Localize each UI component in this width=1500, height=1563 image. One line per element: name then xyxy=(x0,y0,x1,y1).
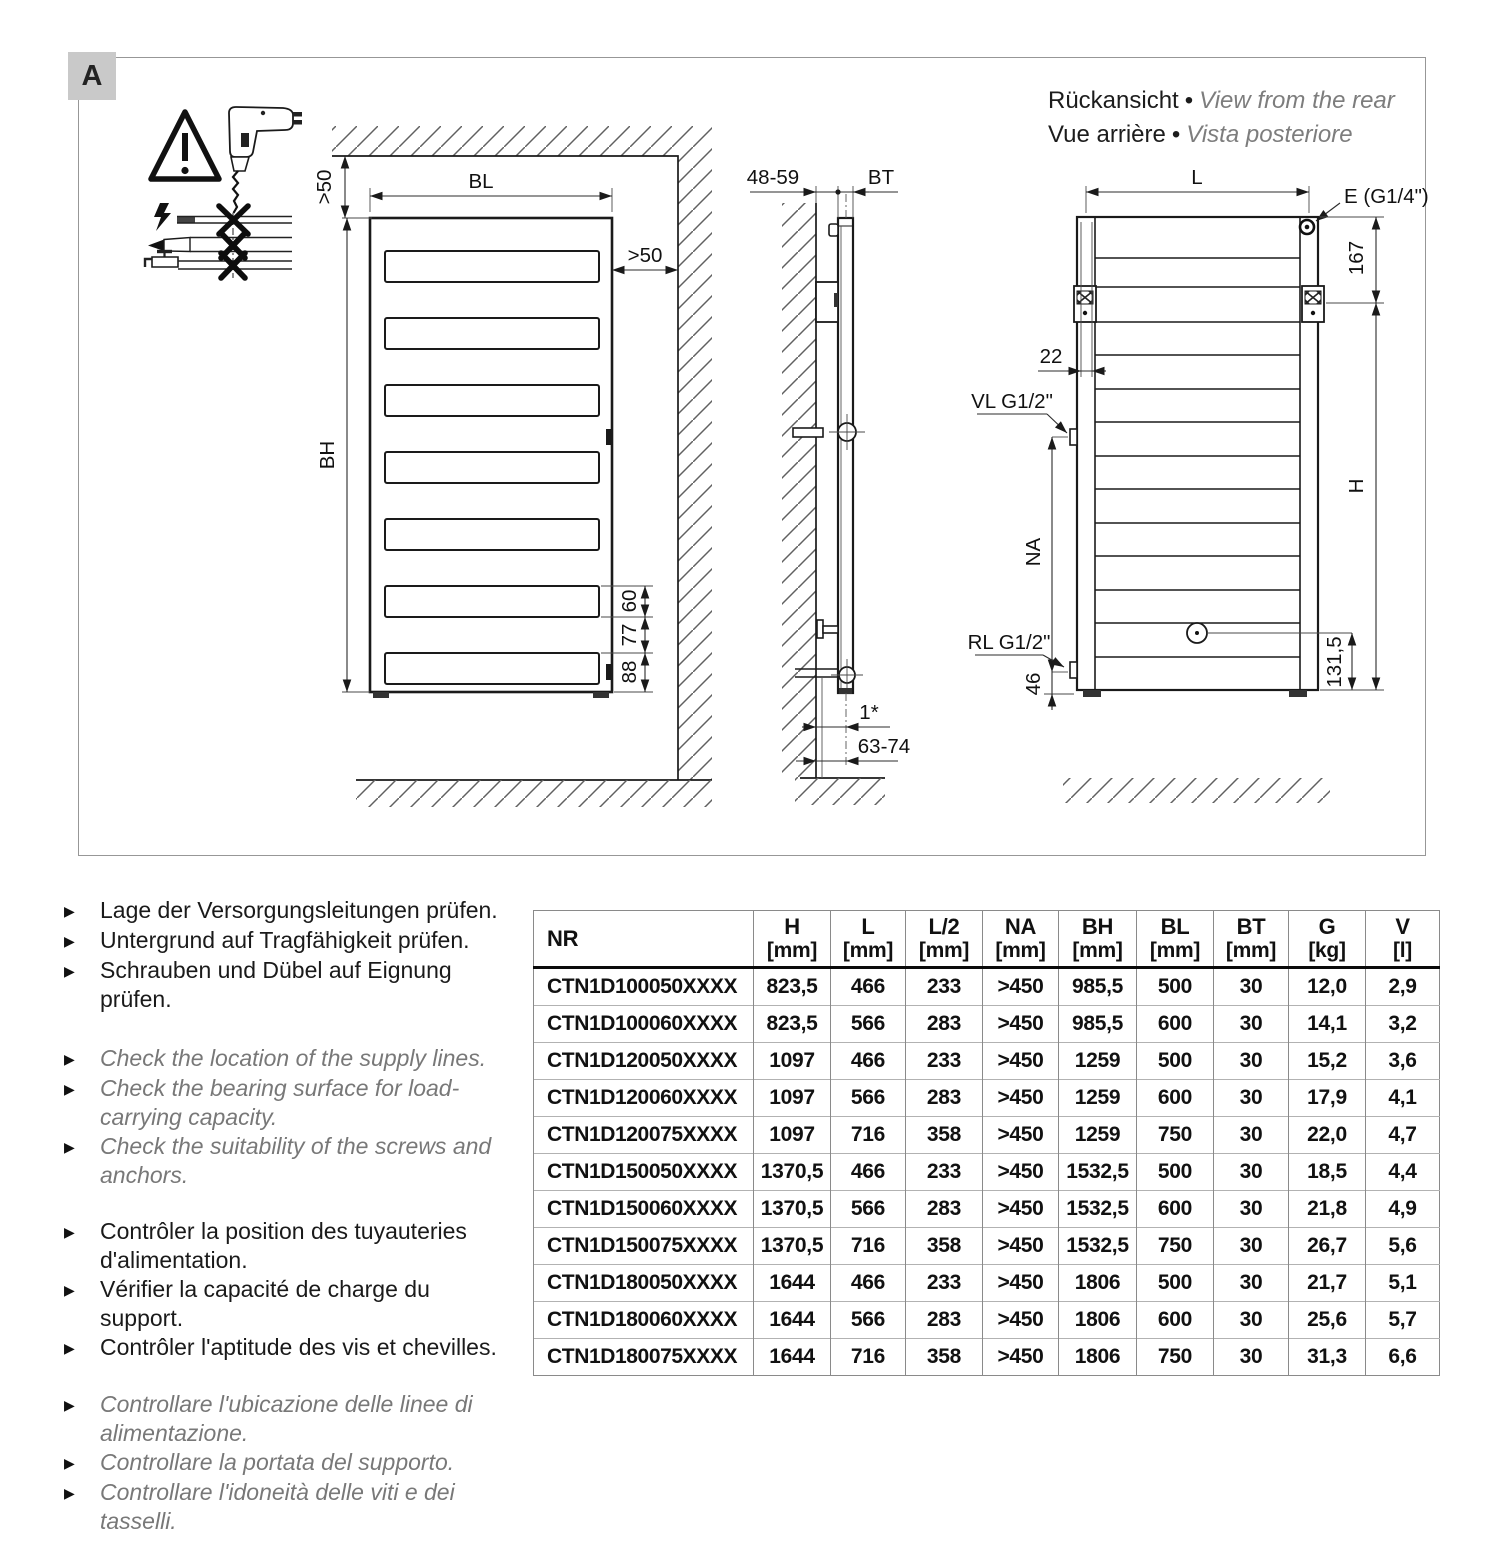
cell-value: 1532,5 xyxy=(1059,1228,1137,1265)
cell-value: 1259 xyxy=(1059,1117,1137,1154)
table-row xyxy=(534,968,1440,1006)
cell-nr: CTN1D150075XXXX xyxy=(534,1228,754,1265)
cell-value: 1370,5 xyxy=(754,1191,831,1228)
bullet-triangle-icon: ▶ xyxy=(64,1455,75,1471)
col-header-nr: NR xyxy=(534,911,754,968)
list-item xyxy=(64,926,516,956)
cell-value: 14,1 xyxy=(1289,1006,1366,1043)
table-row xyxy=(534,1154,1440,1191)
cell-value: 31,3 xyxy=(1289,1339,1366,1376)
cell-value: 1259 xyxy=(1059,1080,1137,1117)
cell-value: 233 xyxy=(906,968,983,1006)
cell-value: 358 xyxy=(906,1117,983,1154)
check-text: Lage der Versorgungsleitungen prüfen. xyxy=(100,897,498,923)
check-text: Schrauben und Dübel auf Eignung prüfen. xyxy=(100,957,452,1012)
spec-table xyxy=(533,910,1440,1376)
cell-value: 500 xyxy=(1137,1265,1214,1302)
cell-value: 823,5 xyxy=(754,1006,831,1043)
cell-value: 500 xyxy=(1137,1043,1214,1080)
cell-value: 566 xyxy=(831,1302,906,1339)
dim-88: 88 xyxy=(618,660,641,684)
cell-value: >450 xyxy=(983,1006,1059,1043)
dim-e: E (G1/4") xyxy=(1344,185,1429,208)
dim-gap-top: >50 xyxy=(313,169,336,205)
cell-value: 30 xyxy=(1214,1302,1289,1339)
check-text: Vérifier la capacité de charge du support. xyxy=(100,1276,430,1331)
cell-value: 4,7 xyxy=(1366,1117,1440,1154)
cell-value: 30 xyxy=(1214,1228,1289,1265)
dim-rl: RL G1/2" xyxy=(967,631,1051,654)
check-text: Contrôler l'aptitude des vis et chevilles. xyxy=(100,1334,497,1360)
check-text: Check the bearing surface for load-carrying capacity. xyxy=(100,1075,460,1130)
dim-167: 167 xyxy=(1345,240,1368,276)
cell-value: 5,6 xyxy=(1366,1228,1440,1265)
table-row xyxy=(534,1339,1440,1376)
panel-label: A xyxy=(68,52,116,100)
check-text: Controllare l'idoneità delle viti e dei tasselli. xyxy=(100,1479,455,1534)
cell-value: 1644 xyxy=(754,1265,831,1302)
dim-60: 60 xyxy=(618,589,641,613)
cell-value: 18,5 xyxy=(1289,1154,1366,1191)
bullet-triangle-icon: ▶ xyxy=(64,1397,75,1413)
bullet-triangle-icon: ▶ xyxy=(64,1485,75,1501)
bullet-triangle-icon: ▶ xyxy=(64,1340,75,1356)
col-header-h: H [mm] xyxy=(754,911,831,968)
cell-value: 1370,5 xyxy=(754,1228,831,1265)
table-row xyxy=(534,1043,1440,1080)
dim-bl: BL xyxy=(468,170,494,193)
cell-value: 4,9 xyxy=(1366,1191,1440,1228)
bullet-triangle-icon: ▶ xyxy=(64,1081,75,1097)
cell-value: 716 xyxy=(831,1339,906,1376)
cell-value: 750 xyxy=(1137,1117,1214,1154)
check-text: Controllare la portata del supporto. xyxy=(100,1449,455,1475)
col-header-l-2: L/2 [mm] xyxy=(906,911,983,968)
dim-star: 1* xyxy=(859,701,879,724)
dim-bt: BT xyxy=(867,166,895,189)
checklist-de xyxy=(64,896,516,1014)
cell-nr: CTN1D100060XXXX xyxy=(534,1006,754,1043)
bullet-triangle-icon: ▶ xyxy=(64,1224,75,1240)
cell-value: 17,9 xyxy=(1289,1080,1366,1117)
list-item xyxy=(64,1390,516,1448)
cell-value: 30 xyxy=(1214,1265,1289,1302)
dim-vl: VL G1/2" xyxy=(971,390,1053,413)
cell-value: 6,6 xyxy=(1366,1339,1440,1376)
table-header-row xyxy=(534,911,1440,968)
dim-h: H xyxy=(1345,478,1368,494)
cell-value: 985,5 xyxy=(1059,968,1137,1006)
title-separator: • xyxy=(1184,87,1194,114)
cell-value: 466 xyxy=(831,1265,906,1302)
cell-value: 1644 xyxy=(754,1339,831,1376)
cell-value: 30 xyxy=(1214,1339,1289,1376)
table-row xyxy=(534,1302,1440,1339)
cell-value: 4,4 xyxy=(1366,1154,1440,1191)
checklists xyxy=(64,896,516,1563)
cell-value: 823,5 xyxy=(754,968,831,1006)
cell-value: 600 xyxy=(1137,1006,1214,1043)
cell-value: 600 xyxy=(1137,1191,1214,1228)
table-row xyxy=(534,1006,1440,1043)
cell-value: >450 xyxy=(983,1154,1059,1191)
list-item xyxy=(64,956,516,1014)
dim-22: 22 xyxy=(1039,345,1063,368)
list-item xyxy=(64,1044,516,1074)
table-row xyxy=(534,1080,1440,1117)
list-item xyxy=(64,1074,516,1132)
cell-nr: CTN1D180050XXXX xyxy=(534,1265,754,1302)
cell-value: >450 xyxy=(983,1339,1059,1376)
bullet-triangle-icon: ▶ xyxy=(64,1282,75,1298)
cell-value: 283 xyxy=(906,1191,983,1228)
cell-value: 600 xyxy=(1137,1302,1214,1339)
cell-value: 358 xyxy=(906,1228,983,1265)
cell-value: 466 xyxy=(831,968,906,1006)
cell-value: 21,7 xyxy=(1289,1265,1366,1302)
col-header-bh: BH [mm] xyxy=(1059,911,1137,968)
list-item xyxy=(64,1275,516,1333)
checklist-en xyxy=(64,1044,516,1190)
cell-nr: CTN1D120060XXXX xyxy=(534,1080,754,1117)
cell-value: 1532,5 xyxy=(1059,1191,1137,1228)
cell-nr: CTN1D120050XXXX xyxy=(534,1043,754,1080)
cell-nr: CTN1D150050XXXX xyxy=(534,1154,754,1191)
cell-value: 30 xyxy=(1214,1191,1289,1228)
cell-value: 233 xyxy=(906,1265,983,1302)
dim-bh: BH xyxy=(316,440,339,470)
cell-value: 21,8 xyxy=(1289,1191,1366,1228)
cell-value: 3,6 xyxy=(1366,1043,1440,1080)
cell-value: 716 xyxy=(831,1117,906,1154)
cell-value: 5,7 xyxy=(1366,1302,1440,1339)
cell-value: 1097 xyxy=(754,1080,831,1117)
checklist-it xyxy=(64,1390,516,1536)
cell-value: >450 xyxy=(983,1302,1059,1339)
cell-value: 1097 xyxy=(754,1043,831,1080)
cell-value: 500 xyxy=(1137,968,1214,1006)
bullet-triangle-icon: ▶ xyxy=(64,1139,75,1155)
cell-value: 3,2 xyxy=(1366,1006,1440,1043)
cell-value: >450 xyxy=(983,1265,1059,1302)
cell-value: 283 xyxy=(906,1302,983,1339)
rear-view-titles xyxy=(1048,84,1395,152)
cell-value: 30 xyxy=(1214,968,1289,1006)
bullet-triangle-icon: ▶ xyxy=(64,963,75,979)
dim-gap-right: >50 xyxy=(627,244,663,267)
dim-l: L xyxy=(1191,166,1203,189)
cell-value: 1370,5 xyxy=(754,1154,831,1191)
cell-nr: CTN1D150060XXXX xyxy=(534,1191,754,1228)
cell-value: 30 xyxy=(1214,1154,1289,1191)
check-text: Untergrund auf Tragfähigkeit prüfen. xyxy=(100,927,470,953)
check-text: Check the location of the supply lines. xyxy=(100,1045,487,1071)
check-text: Contrôler la position des tuyauteries d'alimentation. xyxy=(100,1218,467,1273)
title-en: View from the rear xyxy=(1199,87,1395,114)
cell-value: 15,2 xyxy=(1289,1043,1366,1080)
cell-nr: CTN1D120075XXXX xyxy=(534,1117,754,1154)
rear-title-line2 xyxy=(1048,118,1395,152)
cell-value: 1532,5 xyxy=(1059,1154,1137,1191)
check-text: Controllare l'ubicazione delle linee di alimentazione. xyxy=(100,1391,473,1446)
cell-value: >450 xyxy=(983,1117,1059,1154)
bullet-triangle-icon: ▶ xyxy=(64,903,75,919)
title-it: Vista posteriore xyxy=(1186,121,1353,148)
col-header-na: NA [mm] xyxy=(983,911,1059,968)
cell-value: 30 xyxy=(1214,1043,1289,1080)
cell-value: 4,1 xyxy=(1366,1080,1440,1117)
cell-value: 1806 xyxy=(1059,1302,1137,1339)
cell-value: 233 xyxy=(906,1154,983,1191)
title-separator2: • xyxy=(1171,121,1181,148)
dim-46: 46 xyxy=(1022,672,1045,696)
bullet-triangle-icon: ▶ xyxy=(64,1051,75,1067)
col-header-bt: BT [mm] xyxy=(1214,911,1289,968)
cell-value: 12,0 xyxy=(1289,968,1366,1006)
cell-value: 500 xyxy=(1137,1154,1214,1191)
cell-value: 600 xyxy=(1137,1080,1214,1117)
cell-value: 566 xyxy=(831,1191,906,1228)
table-row xyxy=(534,1117,1440,1154)
table-row xyxy=(534,1191,1440,1228)
cell-value: 750 xyxy=(1137,1228,1214,1265)
checklist-fr xyxy=(64,1217,516,1363)
cell-value: 358 xyxy=(906,1339,983,1376)
col-header-v: V [l] xyxy=(1366,911,1440,968)
list-item xyxy=(64,1132,516,1190)
cell-value: 22,0 xyxy=(1289,1117,1366,1154)
cell-value: 30 xyxy=(1214,1080,1289,1117)
cell-value: 566 xyxy=(831,1080,906,1117)
cell-value: 716 xyxy=(831,1228,906,1265)
dim-77: 77 xyxy=(618,623,641,647)
cell-value: 2,9 xyxy=(1366,968,1440,1006)
cell-value: 283 xyxy=(906,1006,983,1043)
dim-na: NA xyxy=(1022,537,1045,567)
cell-nr: CTN1D180060XXXX xyxy=(534,1302,754,1339)
cell-value: 30 xyxy=(1214,1117,1289,1154)
cell-value: 466 xyxy=(831,1154,906,1191)
title-fr: Vue arrière xyxy=(1048,121,1166,148)
list-item xyxy=(64,1333,516,1363)
cell-value: 1259 xyxy=(1059,1043,1137,1080)
cell-value: 750 xyxy=(1137,1339,1214,1376)
panel-a-frame xyxy=(78,57,1426,856)
cell-value: >450 xyxy=(983,1191,1059,1228)
title-de: Rückansicht xyxy=(1048,87,1179,114)
list-item xyxy=(64,1217,516,1275)
dim-depth2: 63-74 xyxy=(857,735,911,758)
cell-nr: CTN1D180075XXXX xyxy=(534,1339,754,1376)
rear-title-line1 xyxy=(1048,84,1395,118)
dim-131: 131,5 xyxy=(1323,636,1346,688)
cell-value: 466 xyxy=(831,1043,906,1080)
cell-value: 985,5 xyxy=(1059,1006,1137,1043)
list-item xyxy=(64,1478,516,1536)
list-item xyxy=(64,1448,516,1478)
bullet-triangle-icon: ▶ xyxy=(64,933,75,949)
cell-value: 26,7 xyxy=(1289,1228,1366,1265)
cell-value: 1097 xyxy=(754,1117,831,1154)
cell-value: 30 xyxy=(1214,1006,1289,1043)
cell-value: 5,1 xyxy=(1366,1265,1440,1302)
cell-value: 283 xyxy=(906,1080,983,1117)
cell-value: >450 xyxy=(983,1080,1059,1117)
cell-value: 566 xyxy=(831,1006,906,1043)
cell-value: 1806 xyxy=(1059,1265,1137,1302)
cell-value: 233 xyxy=(906,1043,983,1080)
cell-value: >450 xyxy=(983,968,1059,1006)
list-item xyxy=(64,896,516,926)
table-row xyxy=(534,1265,1440,1302)
cell-value: >450 xyxy=(983,1228,1059,1265)
table-row xyxy=(534,1228,1440,1265)
check-text: Check the suitability of the screws and anchors. xyxy=(100,1133,492,1188)
cell-value: 25,6 xyxy=(1289,1302,1366,1339)
dim-depth: 48-59 xyxy=(746,166,800,189)
col-header-l: L [mm] xyxy=(831,911,906,968)
col-header-bl: BL [mm] xyxy=(1137,911,1214,968)
cell-value: >450 xyxy=(983,1043,1059,1080)
cell-value: 1806 xyxy=(1059,1339,1137,1376)
cell-value: 1644 xyxy=(754,1302,831,1339)
cell-nr: CTN1D100050XXXX xyxy=(534,968,754,1006)
col-header-g: G [kg] xyxy=(1289,911,1366,968)
